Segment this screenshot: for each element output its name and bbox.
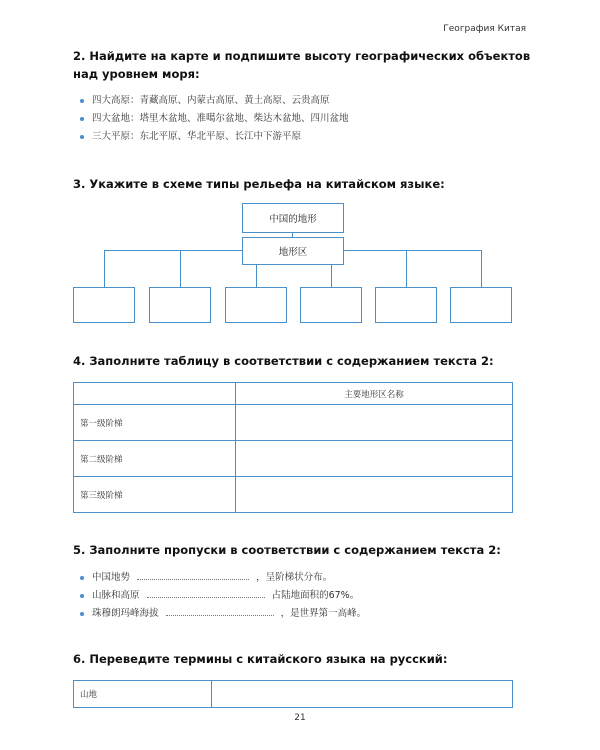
- diagram-empty-box[interactable]: [300, 287, 362, 323]
- diagram-connector: [481, 250, 482, 287]
- sentence-end: 占陆地面积的67%。: [271, 590, 360, 601]
- diagram-connector: [406, 250, 407, 287]
- task-5-list: [78, 569, 366, 623]
- table-row: [74, 477, 513, 513]
- translation-cell[interactable]: [212, 681, 513, 708]
- diagram-middle-box: 地形区: [242, 237, 344, 265]
- blank-line[interactable]: [166, 607, 274, 616]
- table-row: [74, 681, 513, 708]
- table-row: [74, 441, 513, 477]
- diagram-empty-box[interactable]: [375, 287, 437, 323]
- table-answer-cell[interactable]: [236, 477, 513, 513]
- list-item: [78, 587, 366, 605]
- sentence-end: ，是世界第一高峰。: [280, 608, 367, 619]
- sentence-start: 中国地势: [92, 572, 131, 583]
- sentence-start: 山脉和高原: [92, 590, 140, 601]
- diagram-connector: [344, 250, 482, 251]
- task-3-title: 3. Укажите в схеме типы рельефа на китайском языке:: [73, 177, 445, 191]
- term-cell: 山地: [74, 681, 212, 708]
- task-4-title: 4. Заполните таблицу в соответствии с содержанием текста 2:: [73, 354, 494, 368]
- table-answer-cell[interactable]: [236, 405, 513, 441]
- blank-line[interactable]: [147, 589, 265, 598]
- task-5-title: 5. Заполните пропуски в соответствии с содержанием текста 2:: [73, 543, 501, 557]
- table-row-label: 第三级阶梯: [74, 477, 236, 513]
- list-item: 四大高原：青藏高原、内蒙古高原、黄土高原、云贵高原: [78, 92, 349, 110]
- task-2-list: [78, 92, 349, 146]
- sentence-start: 珠穆朗玛峰海拔: [92, 608, 159, 619]
- task-2-title: 2. Найдите на карте и подпишите высоту географических объектов над уровнем моря:: [73, 49, 531, 81]
- list-item: 三大平原：东北平原、华北平原、长江中下游平原: [78, 128, 349, 146]
- diagram-empty-box[interactable]: [149, 287, 211, 323]
- diagram-connector: [104, 250, 242, 251]
- list-item: [78, 569, 366, 587]
- running-header: География Китая: [443, 24, 526, 34]
- diagram-empty-box[interactable]: [450, 287, 512, 323]
- table-row-label: 第一级阶梯: [74, 405, 236, 441]
- diagram-empty-box[interactable]: [73, 287, 135, 323]
- table-row-label: 第二级阶梯: [74, 441, 236, 477]
- blank-line[interactable]: [137, 571, 249, 580]
- diagram-connector: [104, 250, 105, 287]
- diagram-top-box: 中国的地形: [242, 203, 344, 233]
- list-item: [78, 605, 366, 623]
- page-number: 21: [294, 713, 306, 723]
- list-item: 四大盆地：塔里木盆地、准噶尔盆地、柴达木盆地、四川盆地: [78, 110, 349, 128]
- diagram-connector: [180, 250, 181, 287]
- diagram-empty-box[interactable]: [225, 287, 287, 323]
- table-answer-cell[interactable]: [236, 441, 513, 477]
- table-header: 主要地形区名称: [236, 383, 513, 405]
- table-row: [74, 405, 513, 441]
- diagram-connector: [256, 265, 257, 287]
- table-header-empty: [74, 383, 236, 405]
- steps-table: [73, 382, 513, 513]
- task-6-title: 6. Переведите термины с китайского языка на русский:: [73, 652, 448, 666]
- diagram-connector: [331, 265, 332, 287]
- sentence-end: ，呈阶梯状分布。: [256, 572, 333, 583]
- terms-table: [73, 680, 513, 708]
